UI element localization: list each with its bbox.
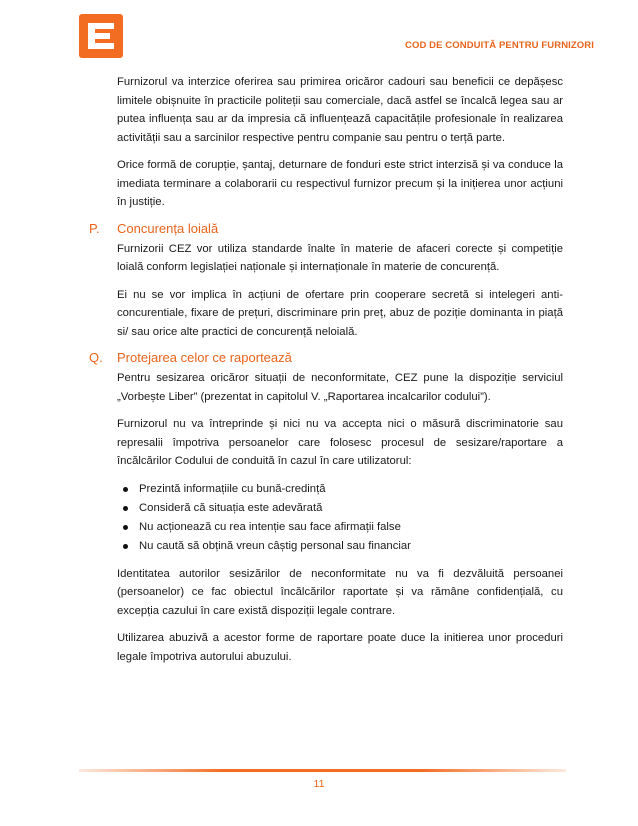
document-header-title: COD DE CONDUITĂ PENTRU FURNIZORI <box>405 40 594 51</box>
page-content <box>89 73 563 675</box>
section-title: Concurența loială <box>117 220 219 236</box>
page-number: 11 <box>313 778 325 790</box>
list-item: Nu caută să obțină vreun câștig personal sau financiar <box>117 537 563 556</box>
section-heading-fair-competition <box>89 220 563 239</box>
section-letter: Q. <box>89 350 103 365</box>
paragraph-no-retaliation: Furnizorul nu va întreprinde și nici nu va accepta nici o măsură discriminatorie sau represalii împotriva persoanelor care folosesc procesul de sesizare/raportare a încălcărilor Codului de conduită în cazul în care utilizatorul: <box>117 418 563 467</box>
paragraph-corruption: Orice formă de corupție, șantaj, deturnare de fonduri este strict interzisă și va conduce la imediata terminare a colaborarii cu respectivul furnizor precum și la inițierea unor acțiuni în justiție. <box>117 159 563 208</box>
reporter-conditions-list <box>117 480 563 556</box>
section-title: Protejarea celor ce raportează <box>117 350 292 365</box>
footer-divider <box>79 769 566 772</box>
paragraph-abuse: Utilizarea abuzivă a acestor forme de raportare poate duce la initierea unor proceduri legale împotriva autorului abuzului. <box>117 632 563 663</box>
paragraph-gifts: Furnizorul va interzice oferirea sau primirea oricăror cadouri sau beneficii ce depășesc limitele obișnuite în practicile politeții sau comerciale, dacă astfel se încalcă legea sau ar putea influența sau ar da impresia că influențează capacitățile profesionale în realizarea activității sau a sarcinilor respective pentru companie sau pentru o terță parte. <box>117 76 563 144</box>
list-item: Nu acționează cu rea intenție sau face afirmații false <box>117 518 563 537</box>
list-item: Prezintă informațiile cu bună-credință <box>117 480 563 499</box>
paragraph-fair-competition-2: Ei nu se vor implica în acțiuni de ofertare prin cooperare secretă si intelegeri anti-concurentiale, fixare de prețuri, discriminare prin preț, abuz de poziție dominanta in piață si/ sau orice alte practici de concurență neloială. <box>117 288 563 338</box>
section-letter: P. <box>89 220 100 236</box>
cez-logo-icon <box>79 14 123 58</box>
list-item: Consideră că situația este adevărată <box>117 499 563 518</box>
paragraph-fair-competition-1: Furnizorii CEZ vor utiliza standarde înalte în materie de afaceri corecte și competiție loială conform legislației naționale și internaționale în materie de concurență. <box>117 242 563 273</box>
section-heading-whistleblower-protection <box>89 350 563 368</box>
paragraph-confidentiality: Identitatea autorilor sesizărilor de neconformitate nu va fi dezvăluită persoanei (persoanelor) ce fac obiectul încălcărilor raportate și va rămâne confidențială, cu excepția cazului în care există dispoziții legale contrare. <box>117 567 563 617</box>
paragraph-reporting-service: Pentru sesizarea oricăror situații de neconformitate, CEZ pune la dispoziție serviciul „Vorbește Liber” (prezentat in capitolul V. „Raportarea incalcarilor codului”). <box>117 372 563 403</box>
